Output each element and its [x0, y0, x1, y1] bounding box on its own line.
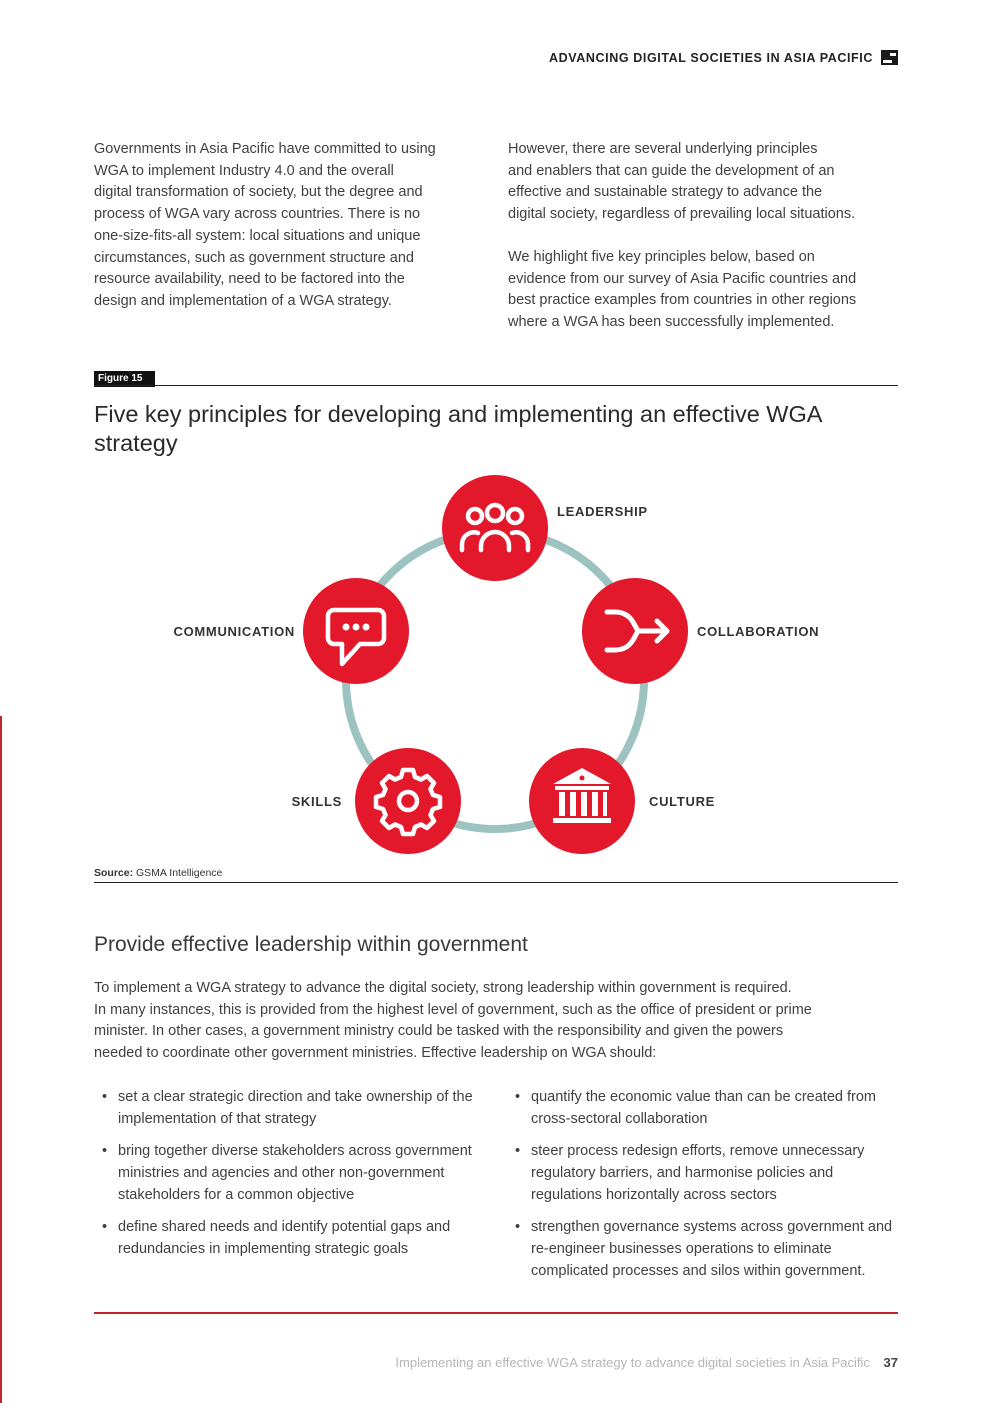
header-title: ADVANCING DIGITAL SOCIETIES IN ASIA PACIFIC — [549, 50, 873, 65]
collaboration-label: COLLABORATION — [697, 624, 820, 639]
section-body: To implement a WGA strategy to advance the digital society, strong leadership within government is required. In many instances, this is provided from the highest level of government, such as the office of president or prime minister. In other cases, a government ministry could be tasked with the responsibility and given the powers needed to coordinate other government ministries. Effective leadership on WGA should: — [94, 980, 812, 1062]
skills-label: SKILLS — [291, 794, 342, 809]
source-text: GSMA Intelligence — [136, 867, 223, 879]
figure-top-rule — [94, 385, 898, 386]
figure-title: Five key principles for developing and implementing an effective WGA strategy — [94, 401, 822, 456]
intro-right-paragraph-2: We highlight five key principles below, based on evidence from our survey of Asia Pacific countries and best practice examples from countries in other regions where a WGA has been successfully implemented. — [508, 249, 857, 331]
leadership-node — [442, 475, 548, 581]
source-label: Source: — [94, 867, 134, 879]
list-item: • strengthen governance systems across government and re-engineer businesses operations to eliminate complicated processes and silos within government. — [508, 1216, 904, 1282]
running-header — [549, 50, 898, 65]
list-item: • define shared needs and identify potential gaps and redundancies in implementing strategic goals — [95, 1216, 490, 1260]
figure-tag: Figure 15 — [94, 371, 155, 387]
list-item: • set a clear strategic direction and take ownership of the implementation of that strategy — [95, 1086, 490, 1130]
intro-left-paragraph: Governments in Asia Pacific have committed to using WGA to implement Industry 4.0 and the overall digital transformation of society, but the degree and process of WGA vary across countries. There is no one-size-fits-all system: local situations and unique circumstances, such as government structure and resource availability, need to be factored into the design and implementation of a WGA strategy. — [94, 141, 436, 309]
list-item: • bring together diverse stakeholders across government ministries and agencies and other non-government stakeholders for a common objective — [95, 1140, 490, 1206]
section-heading: Provide effective leadership within government — [94, 933, 528, 956]
footer-text: Implementing an effective WGA strategy to advance digital societies in Asia Pacific — [395, 1355, 870, 1370]
skills-node — [355, 748, 461, 854]
leadership-label: LEADERSHIP — [557, 504, 648, 519]
list-item: • steer process redesign efforts, remove unnecessary regulatory barriers, and harmonise policies and regulations horizontally across sectors — [508, 1140, 904, 1206]
list-item: • quantify the economic value than can be created from cross-sectoral collaboration — [508, 1086, 904, 1130]
figure-bottom-rule — [94, 882, 898, 883]
principles-diagram — [0, 460, 992, 870]
communication-label: COMMUNICATION — [173, 624, 295, 639]
figure-source — [94, 867, 222, 879]
collaboration-node — [582, 578, 688, 684]
report-icon — [881, 50, 898, 65]
communication-node — [303, 578, 409, 684]
intro-right-paragraph-1: However, there are several underlying principles and enablers that can guide the development of an effective and sustainable strategy to advance the digital society, regardless of prevailing local situations. — [508, 141, 856, 223]
page-number: 37 — [883, 1355, 898, 1370]
culture-label: CULTURE — [649, 794, 716, 809]
bullets-right — [508, 1086, 904, 1292]
page-footer — [395, 1355, 898, 1370]
culture-node — [529, 748, 635, 854]
bullets-left — [95, 1086, 490, 1270]
footer-rule — [94, 1312, 898, 1314]
